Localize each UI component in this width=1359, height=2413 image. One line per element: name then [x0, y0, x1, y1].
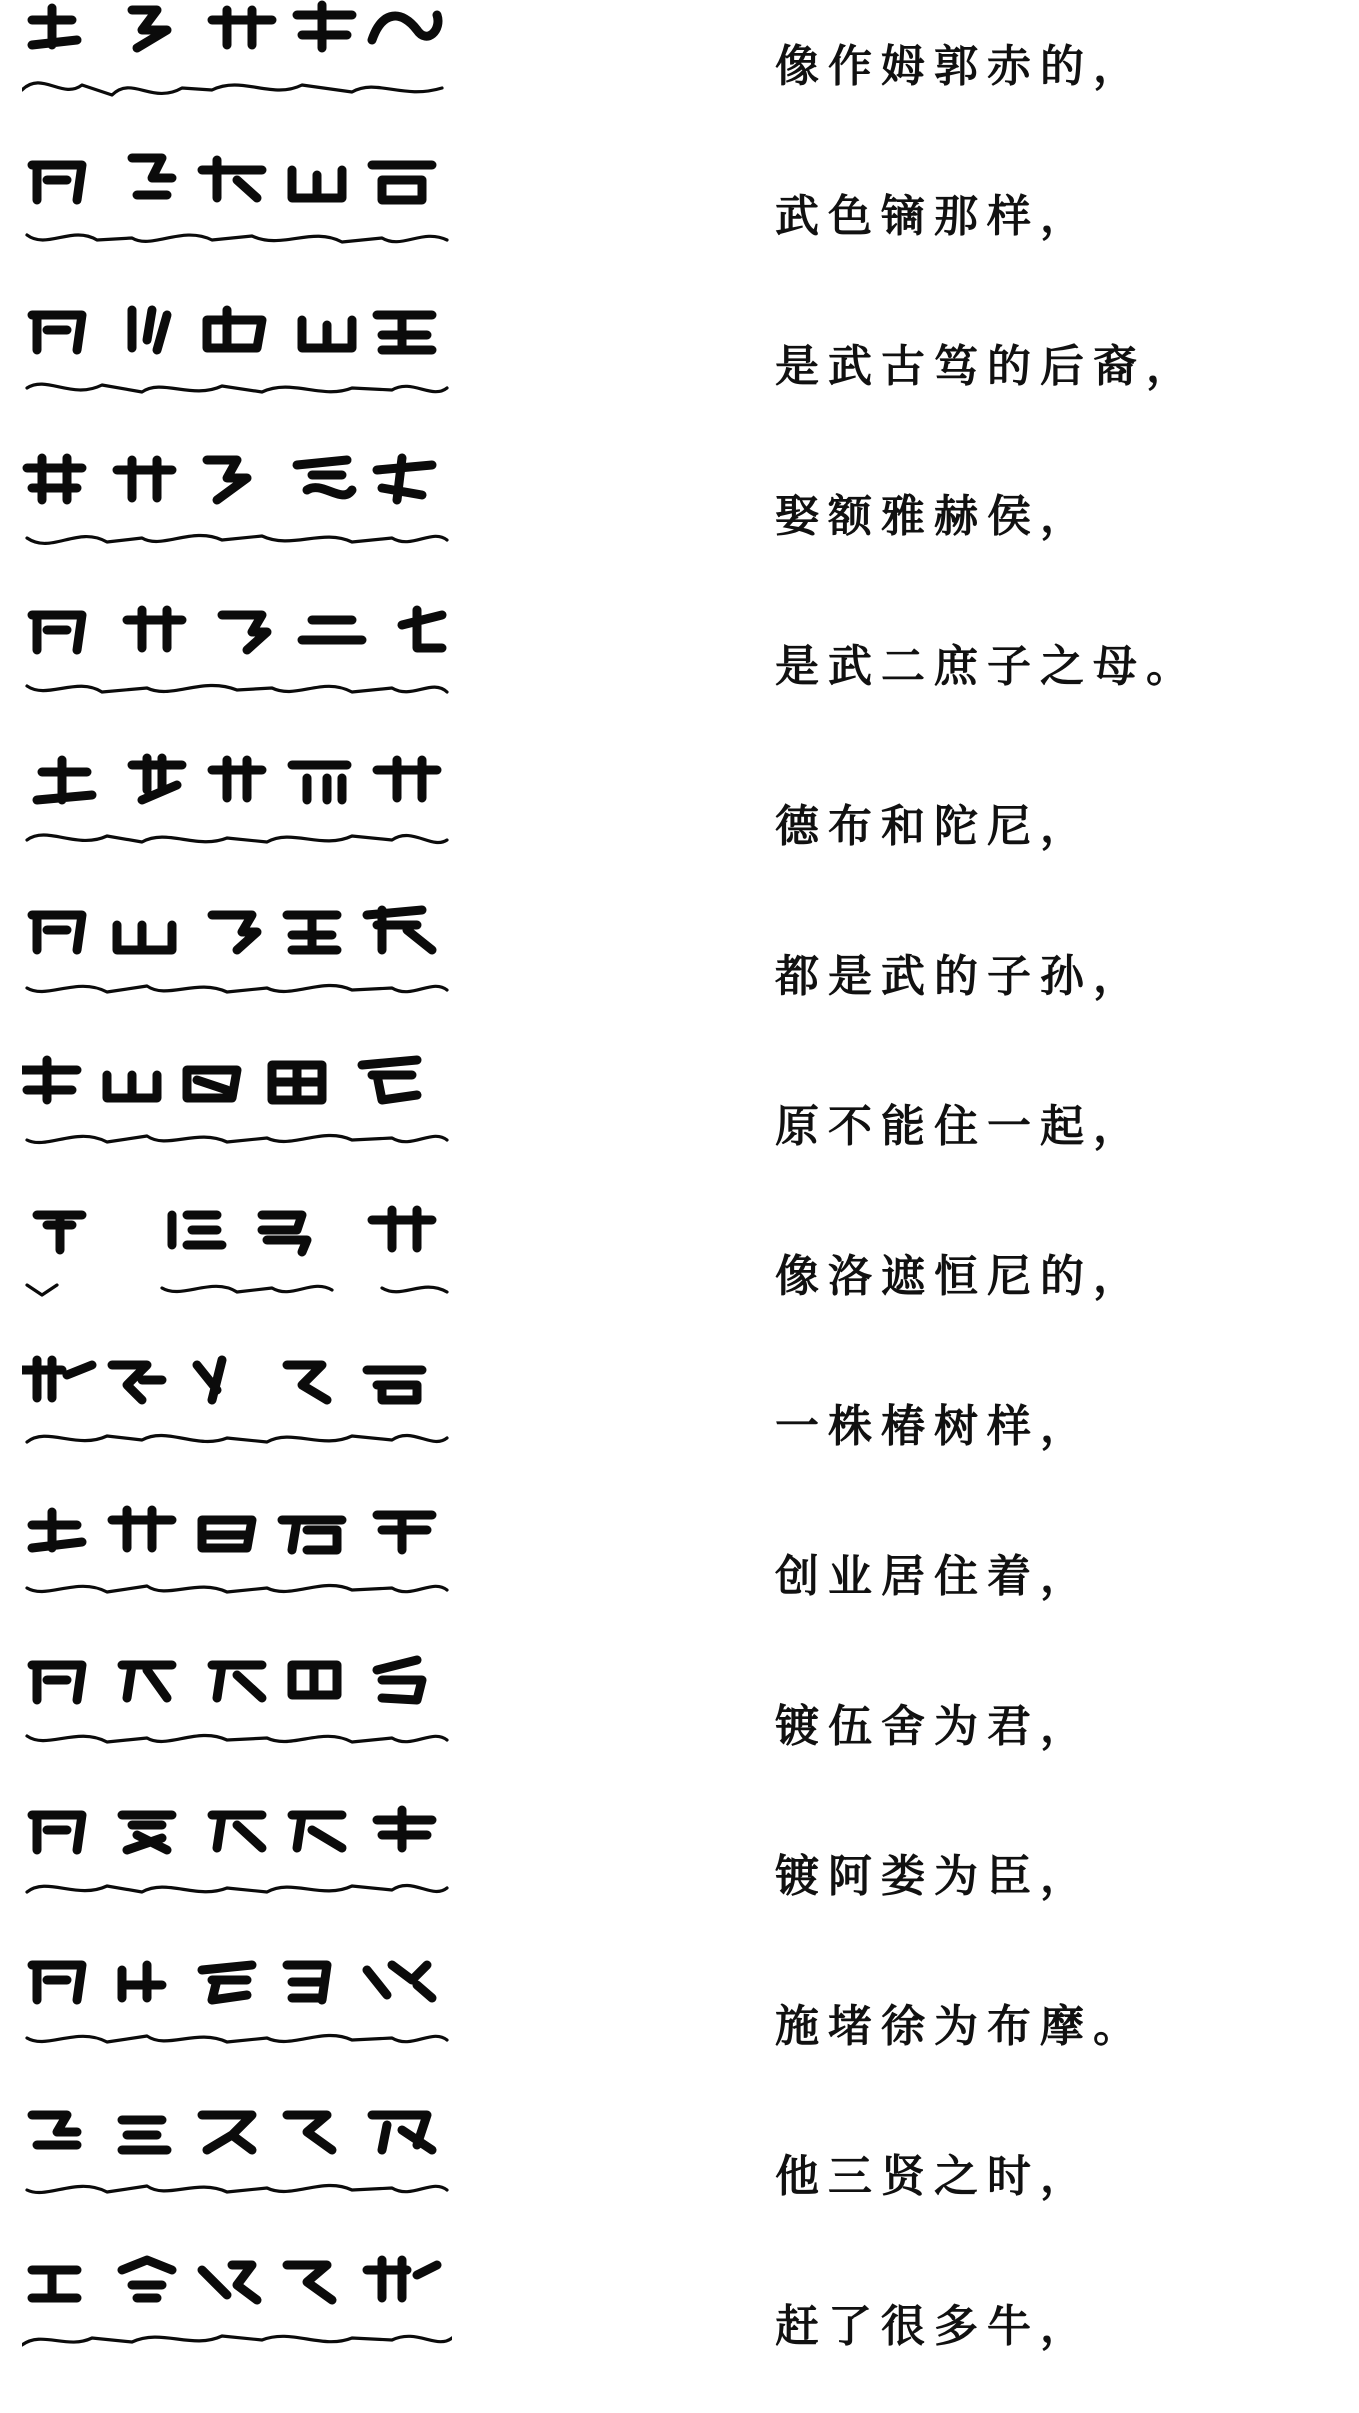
- script-glyph-line: [22, 600, 452, 740]
- script-glyph-line: [22, 1800, 452, 1940]
- script-glyph-line: [22, 750, 452, 890]
- translation-line: 创业居住着，: [775, 1551, 1093, 1602]
- verse-row-11: [0, 1500, 1359, 1640]
- translation-line: 德布和陀尼，: [775, 801, 1093, 852]
- translation-line: 镀阿娄为臣，: [775, 1851, 1093, 1902]
- verse-row-16: [0, 2250, 1359, 2390]
- translation-line: 娶额雅赫侯，: [775, 491, 1093, 542]
- verse-row-13: [0, 1800, 1359, 1940]
- verse-row-4: [0, 450, 1359, 590]
- script-glyph-line: [22, 450, 452, 590]
- verse-row-1: [0, 0, 1359, 140]
- verse-row-5: [0, 600, 1359, 740]
- verse-row-6: [0, 750, 1359, 890]
- script-glyph-line: [22, 1350, 452, 1490]
- script-glyph-line: [22, 1950, 452, 2090]
- translation-line: 他三贤之时，: [775, 2151, 1093, 2202]
- translation-line: 是武二庶子之母。: [775, 641, 1199, 692]
- translation-line: 施堵徐为布摩。: [775, 2001, 1146, 2052]
- verse-row-15: [0, 2100, 1359, 2240]
- translation-line: 像洛遮恒尼的，: [775, 1251, 1146, 1302]
- script-glyph-line: [22, 2100, 452, 2240]
- translation-line: 武色镝那样，: [775, 191, 1093, 242]
- script-glyph-line: [22, 2250, 452, 2390]
- script-glyph-line: [22, 1050, 452, 1190]
- script-glyph-line: [22, 1200, 452, 1340]
- translation-line: 原不能住一起，: [775, 1101, 1146, 1152]
- verse-row-9: [0, 1200, 1359, 1340]
- verse-row-3: [0, 300, 1359, 440]
- translation-line: 镀伍舍为君，: [775, 1701, 1093, 1752]
- verse-row-12: [0, 1650, 1359, 1790]
- translation-line: 都是武的子孙，: [775, 951, 1146, 1002]
- translation-line: 赶了很多牛，: [775, 2301, 1093, 2352]
- script-glyph-line: [22, 0, 452, 140]
- script-glyph-line: [22, 900, 452, 1040]
- verse-row-14: [0, 1950, 1359, 2090]
- script-glyph-line: [22, 150, 452, 290]
- verse-row-8: [0, 1050, 1359, 1190]
- script-glyph-line: [22, 300, 452, 440]
- verse-row-10: [0, 1350, 1359, 1490]
- translation-line: 是武古笃的后裔，: [775, 341, 1199, 392]
- verse-row-7: [0, 900, 1359, 1040]
- script-glyph-line: [22, 1500, 452, 1640]
- translation-line: 像作姆郭赤的，: [775, 41, 1146, 92]
- translation-line: 一株椿树样，: [775, 1401, 1093, 1452]
- script-glyph-line: [22, 1650, 452, 1790]
- verse-row-2: [0, 150, 1359, 290]
